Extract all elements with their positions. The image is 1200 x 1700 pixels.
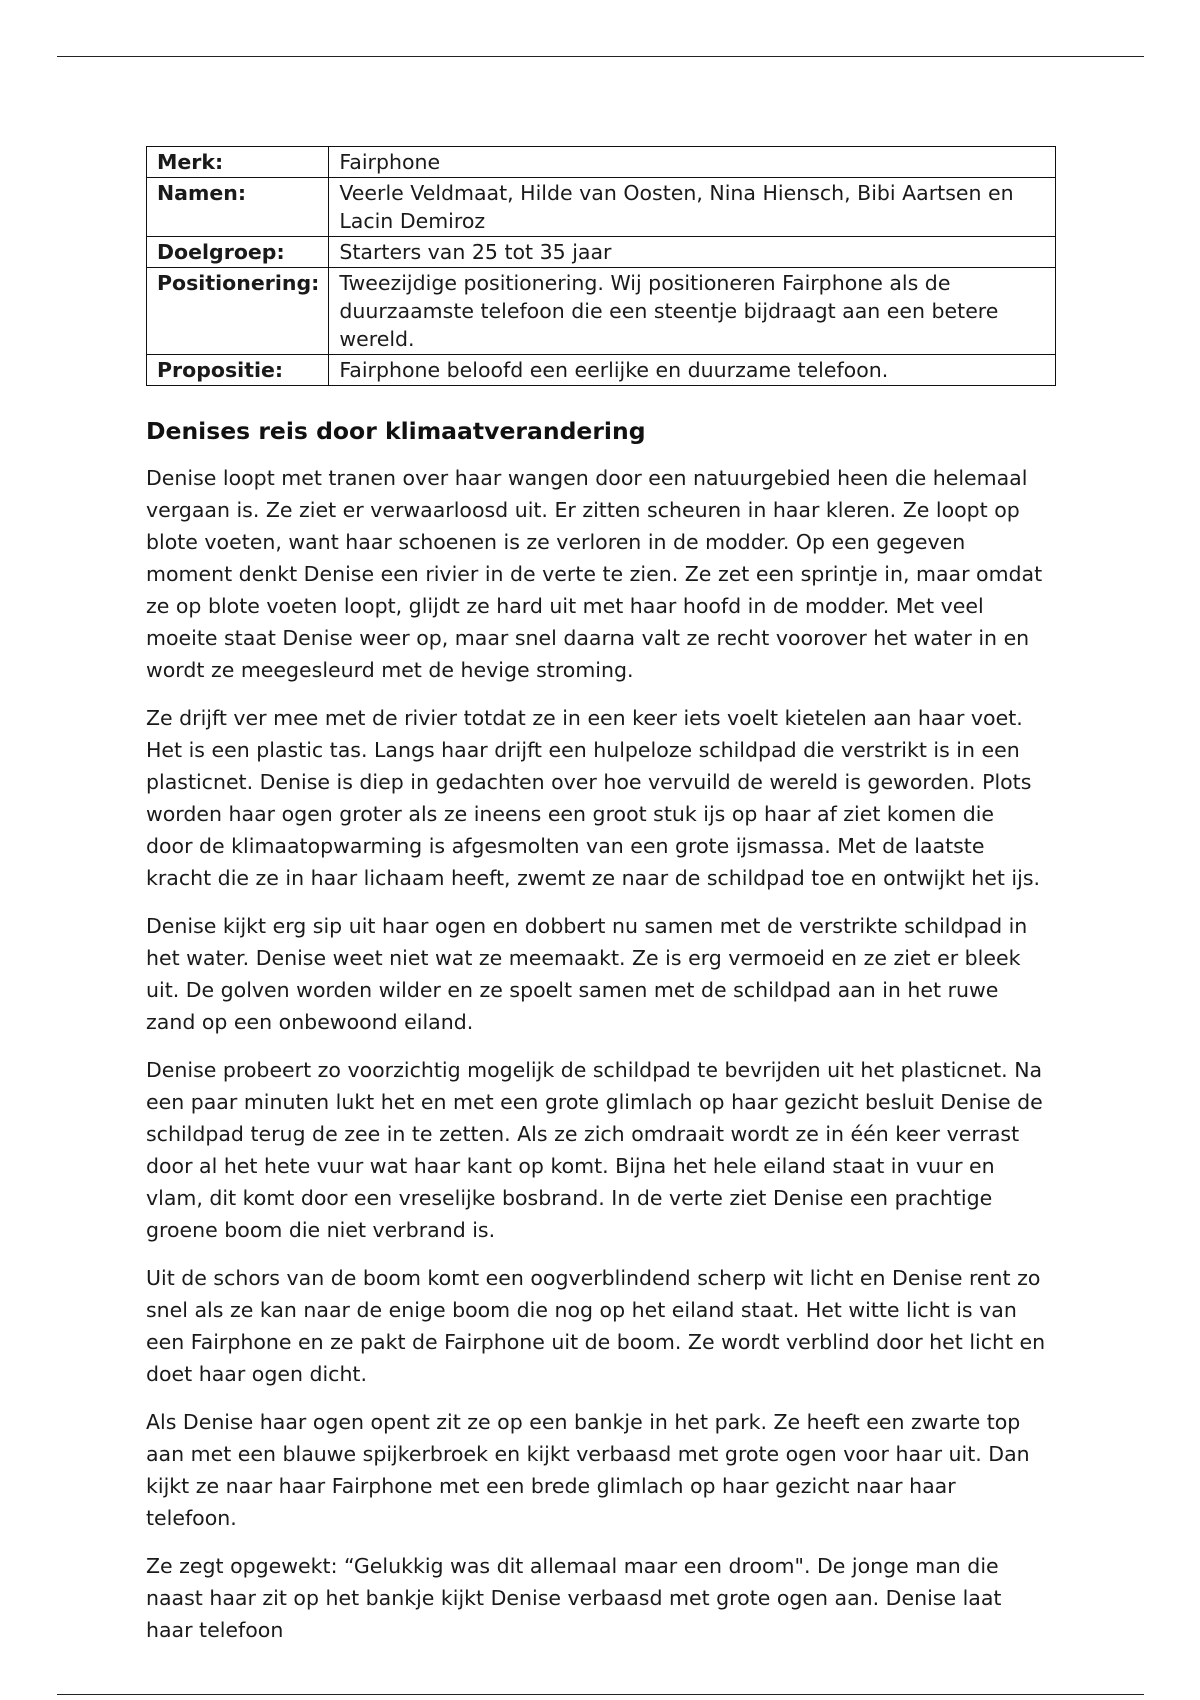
row-label: Namen: bbox=[147, 178, 329, 237]
table-row bbox=[147, 178, 1056, 237]
table-row bbox=[147, 355, 1056, 386]
header-rule bbox=[57, 56, 1144, 57]
story-section bbox=[146, 414, 1046, 1662]
story-paragraph: Uit de schors van de boom komt een oogverblindend scherp wit licht en Denise rent zo snel als ze kan naar de enige boom die nog op het eiland staat. Het witte licht is van een Fairphone en ze pakt de Fairphone uit de boom. Ze wordt verblind door het licht en doet haar ogen dicht. bbox=[146, 1266, 1046, 1386]
row-label: Propositie: bbox=[147, 355, 329, 386]
story-paragraph: Denise loopt met tranen over haar wangen door een natuurgebied heen die helemaal vergaan is. Ze ziet er verwaarloosd uit. Er zitten scheuren in haar kleren. Ze loopt op blote voeten, want haar schoenen is ze verloren in de modder. Op een gegeven moment denkt Denise een rivier in de verte te zien. Ze zet een sprintje in, maar omdat ze op blote voeten loopt, glijdt ze hard uit met haar hoofd in de modder. Met veel moeite staat Denise weer op, maar snel daarna valt ze recht voorover het water in en wordt ze meegesleurd met de hevige stroming. bbox=[146, 466, 1043, 682]
row-value: Starters van 25 tot 35 jaar bbox=[329, 237, 1056, 268]
row-value: Fairphone bbox=[329, 147, 1056, 178]
footer-rule bbox=[57, 1694, 1144, 1695]
story-paragraph: Denise probeert zo voorzichtig mogelijk de schildpad te bevrijden uit het plasticnet. Na een paar minuten lukt het en met een grote glimlach op haar gezicht besluit Denise de schildpad terug de zee in te zetten. Als ze zich omdraait wordt ze in één keer verrast door al het hete vuur wat haar kant op komt. Bijna het hele eiland staat in vuur en vlam, dit komt door een vreselijke bosbrand. In de verte ziet Denise een prachtige groene boom die niet verbrand is. bbox=[146, 1058, 1043, 1242]
table-row bbox=[147, 147, 1056, 178]
story-paragraph: Ze zegt opgewekt: “Gelukkig was dit allemaal maar een droom". De jonge man die naast haar zit op het bankje kijkt Denise verbaasd met grote ogen aan. Denise laat haar telefoon bbox=[146, 1554, 1002, 1642]
story-paragraph: Denise kijkt erg sip uit haar ogen en dobbert nu samen met de verstrikte schildpad in het water. Denise weet niet wat ze meemaakt. Ze is erg vermoeid en ze ziet er bleek uit. De golven worden wilder en ze spoelt samen met de schildpad aan in het ruwe zand op een onbewoond eiland. bbox=[146, 914, 1028, 1034]
row-value: Veerle Veldmaat, Hilde van Oosten, Nina Hiensch, Bibi Aartsen en Lacin Demiroz bbox=[329, 178, 1056, 237]
table-row bbox=[147, 237, 1056, 268]
table-row bbox=[147, 268, 1056, 355]
row-label: Merk: bbox=[147, 147, 329, 178]
story-title: Denises reis door klimaatverandering bbox=[146, 417, 646, 445]
row-value: Tweezijdige positionering. Wij positioneren Fairphone als de duurzaamste telefoon die een steentje bijdraagt aan een betere wereld. bbox=[329, 268, 1056, 355]
row-value: Fairphone beloofd een eerlijke en duurzame telefoon. bbox=[329, 355, 1056, 386]
row-label: Doelgroep: bbox=[147, 237, 329, 268]
story-paragraph: Als Denise haar ogen opent zit ze op een bankje in het park. Ze heeft een zwarte top aan met een blauwe spijkerbroek en kijkt verbaasd met grote ogen voor haar uit. Dan kijkt ze naar haar Fairphone met een brede glimlach op haar gezicht naar haar telefoon. bbox=[146, 1410, 1030, 1530]
brand-info-table bbox=[146, 146, 1056, 386]
row-label: Positionering: bbox=[147, 268, 329, 355]
story-paragraph: Ze drijft ver mee met de rivier totdat ze in een keer iets voelt kietelen aan haar voet. Het is een plastic tas. Langs haar drijft een hulpeloze schildpad die verstrikt is in een plasticnet. Denise is diep in gedachten over hoe vervuild de wereld is geworden. Plots worden haar ogen groter als ze ineens een groot stuk ijs op haar af ziet komen die door de klimaatopwarming is afgesmolten van een grote ijsmassa. Met de laatste kracht die ze in haar lichaam heeft, zwemt ze naar de schildpad toe en ontwijkt het ijs. bbox=[146, 706, 1041, 890]
